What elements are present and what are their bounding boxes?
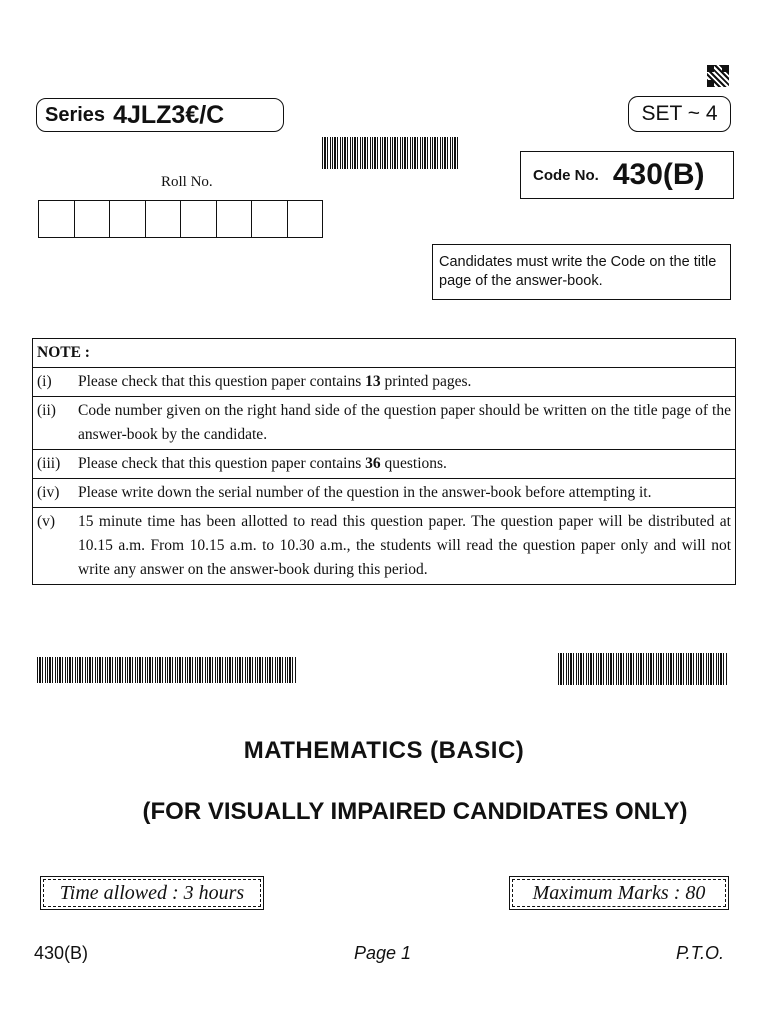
- roll-cell[interactable]: [146, 201, 182, 237]
- note-bold-count: 13: [365, 373, 381, 390]
- subject-subtitle: (FOR VISUALLY IMPAIRED CANDIDATES ONLY): [142, 798, 688, 825]
- note-item-text: 15 minute time has been allotted to read this question paper. The question paper will be distributed at 10.15 a.m. From 10.15 a.m. to 10.30 a.m., the students will read the question paper only and will not write any answer on the answer-book during this period.: [74, 508, 736, 585]
- note-heading-row: [33, 339, 736, 368]
- barcode-right: [558, 653, 728, 685]
- maximum-marks-text: Maximum Marks : 80: [532, 881, 706, 904]
- note-row: [33, 479, 736, 508]
- note-row: [33, 508, 736, 585]
- note-item-number: (v): [33, 508, 75, 585]
- note-item-number: (i): [33, 368, 75, 397]
- note-text-part: questions.: [380, 455, 447, 472]
- roll-cell[interactable]: [217, 201, 253, 237]
- series-box: [36, 98, 284, 132]
- note-row: [33, 368, 736, 397]
- candidates-note-text: Candidates must write the Code on the title page of the answer-book.: [439, 254, 717, 289]
- note-item-text: Please write down the serial number of the question in the answer-book before attempting it.: [74, 479, 736, 508]
- note-item-number: (ii): [33, 397, 75, 450]
- note-item-number: (iii): [33, 450, 75, 479]
- roll-cell[interactable]: [75, 201, 111, 237]
- footer-page: Page 1: [354, 943, 412, 963]
- subject-title: MATHEMATICS (BASIC): [243, 737, 525, 764]
- note-text-part: Please check that this question paper contains: [78, 373, 366, 390]
- barcode-left: [37, 657, 296, 683]
- note-table: [32, 338, 736, 585]
- roll-cell[interactable]: [181, 201, 217, 237]
- code-label: Code No.: [533, 166, 599, 184]
- roll-cell[interactable]: [110, 201, 146, 237]
- roll-cell[interactable]: [39, 201, 75, 237]
- roll-cell[interactable]: [288, 201, 323, 237]
- footer-pto: P.T.O.: [676, 943, 725, 963]
- note-item-number: (iv): [33, 479, 75, 508]
- roll-number-label: Roll No.: [161, 174, 213, 190]
- note-text-part: Please check that this question paper contains: [78, 455, 366, 472]
- note-bold-count: 36: [365, 455, 381, 472]
- time-allowed-text: Time allowed : 3 hours: [59, 881, 245, 904]
- series-label: Series: [45, 103, 106, 126]
- series-code: 4JLZ3€/C: [113, 100, 225, 129]
- candidates-note-box: [432, 244, 731, 300]
- code-value: 430(B): [612, 158, 705, 191]
- note-heading: NOTE :: [33, 339, 736, 368]
- barcode-top: [322, 137, 458, 169]
- note-item-text: [74, 450, 736, 479]
- note-item-text: [74, 368, 736, 397]
- time-allowed-box: [40, 876, 264, 910]
- set-box: [628, 96, 731, 132]
- note-row: [33, 397, 736, 450]
- note-text-part: printed pages.: [380, 373, 472, 390]
- note-item-text: Code number given on the right hand side of the question paper should be written on the title page of the answer-book by the candidate.: [74, 397, 736, 450]
- qr-code-icon: [707, 65, 729, 87]
- roll-number-grid[interactable]: [38, 200, 323, 238]
- set-label: SET ~ 4: [641, 102, 718, 125]
- footer-code: 430(B): [34, 943, 89, 963]
- note-row: [33, 450, 736, 479]
- maximum-marks-box: [509, 876, 729, 910]
- code-number-box: [520, 151, 734, 199]
- roll-cell[interactable]: [252, 201, 288, 237]
